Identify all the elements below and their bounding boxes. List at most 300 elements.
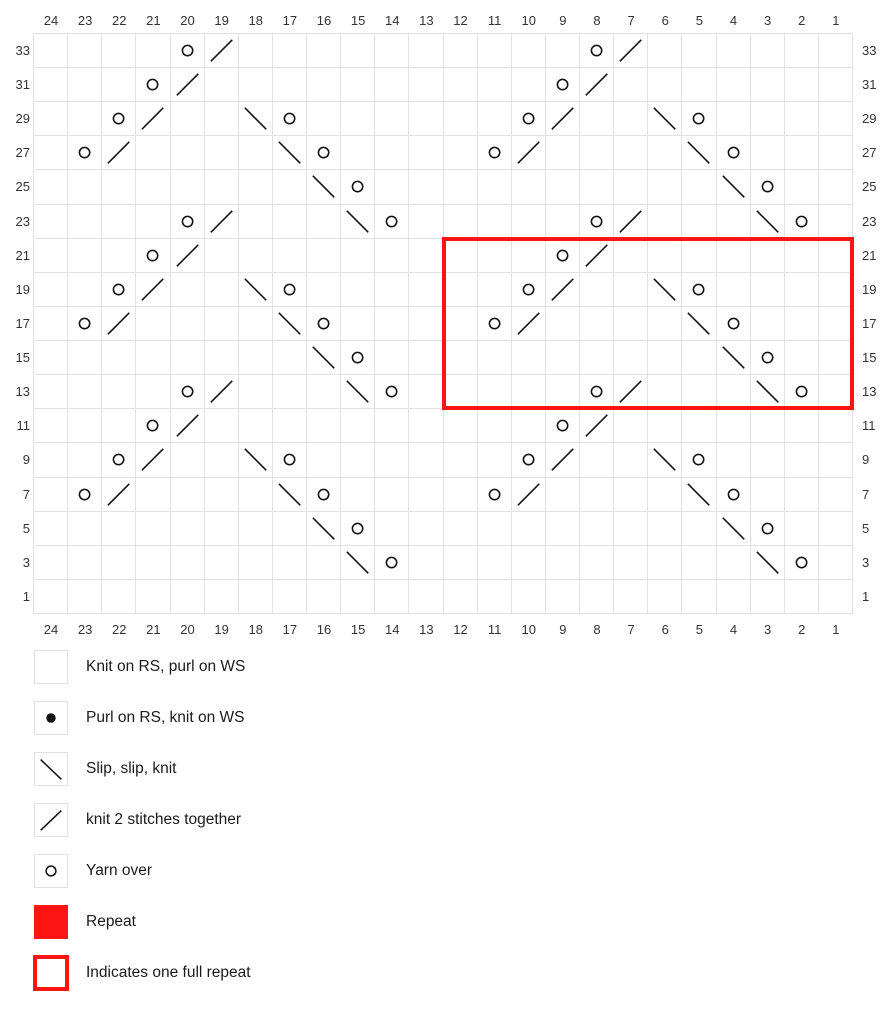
stitch-cell-k2tog — [136, 102, 170, 136]
forward-slash-icon — [546, 443, 579, 476]
stitch-cell-yo — [478, 136, 512, 170]
column-number-bottom: 16 — [316, 622, 332, 637]
stitch-cell-knit — [682, 375, 716, 409]
circle-icon — [341, 341, 374, 374]
circle-icon — [341, 170, 374, 203]
stitch-cell-knit — [444, 307, 478, 341]
stitch-cell-knit — [819, 68, 853, 102]
stitch-cell-knit — [171, 307, 205, 341]
stitch-cell-knit — [205, 546, 239, 580]
stitch-cell-ssk — [751, 375, 785, 409]
stitch-cell-knit — [785, 273, 819, 307]
stitch-cell-knit — [34, 409, 68, 443]
stitch-cell-knit — [512, 239, 546, 273]
stitch-cell-knit — [614, 307, 648, 341]
column-number-bottom: 15 — [350, 622, 366, 637]
stitch-cell-knit — [648, 68, 682, 102]
stitch-cell-knit — [136, 170, 170, 204]
stitch-cell-knit — [444, 34, 478, 68]
stitch-cell-knit — [34, 478, 68, 512]
stitch-cell-yo — [785, 375, 819, 409]
row-number-right: 19 — [862, 281, 877, 297]
stitch-cell-knit — [273, 375, 307, 409]
column-number-top: 16 — [316, 13, 332, 28]
stitch-cell-knit — [409, 478, 443, 512]
stitch-cell-knit — [444, 170, 478, 204]
stitch-cell-knit — [785, 68, 819, 102]
stitch-cell-knit — [171, 478, 205, 512]
stitch-cell-knit — [444, 205, 478, 239]
stitch-cell-knit — [546, 478, 580, 512]
legend-label: Yarn over — [86, 862, 153, 879]
stitch-cell-knit — [34, 273, 68, 307]
forward-slash-icon — [34, 803, 68, 837]
row-number-right: 3 — [862, 554, 870, 570]
stitch-cell-yo — [546, 68, 580, 102]
row-number-left: 17 — [15, 315, 30, 331]
stitch-cell-knit — [307, 580, 341, 614]
stitch-cell-ssk — [682, 136, 716, 170]
stitch-cell-yo — [341, 341, 375, 375]
stitch-cell-knit — [717, 580, 751, 614]
stitch-cell-knit — [819, 273, 853, 307]
stitch-cell-knit — [273, 580, 307, 614]
stitch-cell-knit — [307, 205, 341, 239]
stitch-cell-knit — [273, 34, 307, 68]
stitch-cell-knit — [409, 443, 443, 477]
stitch-cell-knit — [409, 512, 443, 546]
stitch-cell-knit — [171, 546, 205, 580]
stitch-cell-knit — [717, 102, 751, 136]
stitch-cell-knit — [444, 136, 478, 170]
backslash-icon — [682, 307, 715, 340]
stitch-cell-k2tog — [205, 34, 239, 68]
stitch-cell-yo — [546, 409, 580, 443]
circle-icon — [785, 375, 818, 408]
stitch-cell-knit — [205, 580, 239, 614]
stitch-cell-yo — [136, 409, 170, 443]
circle-icon — [171, 34, 204, 67]
stitch-cell-knit — [205, 273, 239, 307]
stitch-cell-knit — [68, 34, 102, 68]
stitch-cell-knit — [341, 34, 375, 68]
column-number-bottom: 9 — [559, 622, 567, 637]
stitch-cell-knit — [546, 205, 580, 239]
row-number-right: 13 — [862, 384, 877, 400]
stitch-cell-knit — [478, 273, 512, 307]
stitch-cell-yo — [171, 375, 205, 409]
stitch-cell-knit — [648, 239, 682, 273]
stitch-cell-knit — [444, 512, 478, 546]
legend-item-full-repeat — [34, 956, 534, 990]
circle-icon — [512, 443, 545, 476]
circle-icon — [341, 512, 374, 545]
stitch-cell-knit — [409, 136, 443, 170]
stitch-cell-k2tog — [102, 307, 136, 341]
row-number-left: 27 — [15, 145, 30, 161]
backslash-icon — [648, 102, 681, 135]
stitch-cell-knit — [546, 136, 580, 170]
stitch-cell-knit — [239, 375, 273, 409]
circle-icon — [478, 478, 511, 511]
stitch-cell-knit — [546, 34, 580, 68]
stitch-cell-knit — [819, 170, 853, 204]
stitch-cell-yo — [580, 34, 614, 68]
stitch-cell-k2tog — [171, 239, 205, 273]
stitch-cell-knit — [239, 307, 273, 341]
circle-icon — [478, 136, 511, 169]
stitch-cell-knit — [239, 170, 273, 204]
column-number-bottom: 24 — [43, 622, 59, 637]
stitch-cell-knit — [648, 409, 682, 443]
circle-icon — [307, 478, 340, 511]
stitch-cell-knit — [239, 341, 273, 375]
stitch-cell-knit — [375, 136, 409, 170]
stitch-cell-knit — [819, 341, 853, 375]
stitch-cell-knit — [512, 205, 546, 239]
stitch-cell-yo — [273, 102, 307, 136]
stitch-cell-knit — [614, 273, 648, 307]
stitch-cell-knit — [717, 68, 751, 102]
stitch-cell-k2tog — [546, 102, 580, 136]
stitch-cell-knit — [34, 443, 68, 477]
stitch-cell-knit — [205, 170, 239, 204]
backslash-icon — [307, 170, 340, 203]
stitch-cell-knit — [34, 136, 68, 170]
backslash-icon — [341, 205, 374, 238]
legend-label: Indicates one full repeat — [86, 964, 251, 981]
stitch-cell-knit — [205, 443, 239, 477]
backslash-icon — [239, 443, 272, 476]
stitch-cell-knit — [34, 341, 68, 375]
stitch-cell-knit — [580, 341, 614, 375]
stitch-cell-yo — [375, 375, 409, 409]
stitch-cell-knit — [546, 341, 580, 375]
stitch-cell-knit — [375, 580, 409, 614]
stitch-cell-knit — [512, 170, 546, 204]
stitch-cell-knit — [171, 136, 205, 170]
stitch-cell-knit — [682, 68, 716, 102]
circle-icon — [375, 205, 408, 238]
column-number-bottom: 12 — [453, 622, 468, 637]
legend-item-knit — [34, 650, 534, 684]
forward-slash-icon — [614, 205, 647, 238]
stitch-cell-k2tog — [171, 409, 205, 443]
row-number-left: 29 — [15, 111, 30, 127]
red-filled-square-icon — [34, 905, 68, 939]
stitch-cell-knit — [648, 512, 682, 546]
stitch-cell-yo — [717, 307, 751, 341]
legend-item-k2tog — [34, 803, 534, 837]
backslash-icon — [341, 375, 374, 408]
circle-icon — [68, 478, 101, 511]
circle-icon — [751, 512, 784, 545]
column-number-top: 13 — [419, 13, 434, 28]
stitch-cell-knit — [751, 239, 785, 273]
stitch-cell-knit — [341, 239, 375, 273]
row-number-right: 29 — [862, 111, 877, 127]
stitch-cell-knit — [409, 273, 443, 307]
backslash-icon — [273, 136, 306, 169]
stitch-cell-knit — [239, 205, 273, 239]
forward-slash-icon — [171, 409, 204, 442]
stitch-cell-knit — [205, 307, 239, 341]
stitch-cell-knit — [307, 409, 341, 443]
stitch-cell-knit — [136, 341, 170, 375]
column-number-bottom: 2 — [798, 622, 806, 637]
row-number-right: 25 — [862, 179, 877, 195]
backslash-icon — [648, 273, 681, 306]
stitch-cell-ssk — [273, 478, 307, 512]
stitch-cell-knit — [819, 580, 853, 614]
stitch-cell-knit — [273, 205, 307, 239]
stitch-cell-ssk — [682, 307, 716, 341]
stitch-cell-knit — [409, 170, 443, 204]
stitch-cell-knit — [34, 546, 68, 580]
circle-icon — [136, 239, 169, 272]
stitch-cell-knit — [273, 341, 307, 375]
circle-icon — [478, 307, 511, 340]
stitch-cell-knit — [819, 239, 853, 273]
circle-icon — [171, 205, 204, 238]
circle-icon — [717, 307, 750, 340]
column-number-top: 5 — [695, 13, 703, 28]
stitch-cell-yo — [751, 512, 785, 546]
stitch-cell-knit — [478, 239, 512, 273]
row-number-left: 9 — [22, 452, 30, 468]
stitch-cell-knit — [239, 239, 273, 273]
stitch-cell-knit — [819, 443, 853, 477]
column-number-top: 14 — [385, 13, 400, 28]
stitch-cell-knit — [648, 580, 682, 614]
stitch-cell-knit — [682, 239, 716, 273]
row-number-right: 33 — [862, 43, 877, 58]
stitch-cell-knit — [614, 239, 648, 273]
column-number-top: 7 — [627, 13, 635, 28]
backslash-icon — [751, 205, 784, 238]
stitch-cell-knit — [478, 68, 512, 102]
row-number-left: 33 — [15, 43, 30, 58]
circle-icon — [717, 478, 750, 511]
stitch-cell-yo — [171, 34, 205, 68]
row-number-left: 5 — [22, 520, 30, 536]
stitch-cell-knit — [444, 478, 478, 512]
circle-icon — [682, 273, 715, 306]
backslash-icon — [682, 136, 715, 169]
stitch-cell-knit — [444, 273, 478, 307]
stitch-cell-yo — [580, 205, 614, 239]
stitch-cell-knit — [273, 512, 307, 546]
circle-icon — [273, 102, 306, 135]
row-number-left: 21 — [15, 247, 30, 263]
stitch-cell-knit — [273, 68, 307, 102]
stitch-cell-k2tog — [512, 307, 546, 341]
stitch-cell-knit — [136, 205, 170, 239]
stitch-cell-knit — [34, 205, 68, 239]
stitch-cell-knit — [102, 68, 136, 102]
forward-slash-icon — [171, 239, 204, 272]
circle-icon — [136, 68, 169, 101]
stitch-cell-knit — [102, 512, 136, 546]
stitch-cell-knit — [409, 68, 443, 102]
stitch-cell-yo — [717, 136, 751, 170]
forward-slash-icon — [580, 68, 613, 101]
stitch-cell-knit — [717, 205, 751, 239]
stitch-cell-knit — [171, 443, 205, 477]
stitch-cell-yo — [375, 205, 409, 239]
stitch-cell-knit — [785, 34, 819, 68]
backslash-icon — [239, 273, 272, 306]
stitch-cell-knit — [444, 546, 478, 580]
forward-slash-icon — [614, 34, 647, 67]
stitch-cell-knit — [375, 409, 409, 443]
stitch-cell-knit — [136, 478, 170, 512]
stitch-cell-knit — [580, 546, 614, 580]
stitch-cell-k2tog — [102, 136, 136, 170]
stitch-cell-knit — [614, 478, 648, 512]
backslash-icon — [717, 341, 750, 374]
stitch-cell-knit — [478, 580, 512, 614]
stitch-cell-knit — [478, 512, 512, 546]
circle-icon — [546, 409, 579, 442]
stitch-cell-knit — [751, 307, 785, 341]
stitch-cell-yo — [375, 546, 409, 580]
stitch-cell-knit — [444, 68, 478, 102]
stitch-cell-knit — [512, 341, 546, 375]
stitch-cell-ssk — [682, 478, 716, 512]
circle-icon — [580, 375, 613, 408]
stitch-cell-knit — [614, 68, 648, 102]
stitch-cell-ssk — [341, 205, 375, 239]
stitch-cell-knit — [580, 136, 614, 170]
column-number-top: 15 — [350, 13, 366, 28]
legend-item-yarn-over — [34, 854, 534, 888]
stitch-cell-knit — [102, 341, 136, 375]
stitch-cell-knit — [682, 341, 716, 375]
stitch-cell-knit — [409, 102, 443, 136]
column-number-bottom: 20 — [180, 622, 195, 637]
backslash-icon — [648, 443, 681, 476]
stitch-cell-ssk — [751, 546, 785, 580]
stitch-cell-yo — [512, 443, 546, 477]
stitch-cell-knit — [717, 546, 751, 580]
stitch-cell-knit — [102, 239, 136, 273]
stitch-cell-knit — [785, 580, 819, 614]
stitch-cell-knit — [136, 546, 170, 580]
stitch-cell-knit — [239, 409, 273, 443]
stitch-cell-knit — [819, 102, 853, 136]
row-number-right: 15 — [862, 350, 877, 366]
stitch-cell-knit — [102, 205, 136, 239]
stitch-cell-knit — [648, 375, 682, 409]
stitch-cell-knit — [512, 34, 546, 68]
forward-slash-icon — [205, 34, 238, 67]
stitch-cell-knit — [717, 239, 751, 273]
stitch-cell-knit — [682, 205, 716, 239]
stitch-cell-knit — [102, 170, 136, 204]
column-number-top: 10 — [521, 13, 536, 28]
column-number-top: 3 — [764, 13, 772, 28]
circle-icon — [546, 68, 579, 101]
stitch-cell-yo — [478, 307, 512, 341]
stitch-cell-knit — [375, 307, 409, 341]
stitch-cell-knit — [341, 273, 375, 307]
stitch-cell-knit — [409, 341, 443, 375]
row-number-right: 27 — [862, 145, 877, 161]
column-number-top: 9 — [559, 13, 567, 28]
stitch-cell-knit — [171, 512, 205, 546]
circle-icon — [307, 307, 340, 340]
stitch-cell-knit — [580, 102, 614, 136]
stitch-cell-knit — [785, 102, 819, 136]
red-outlined-square-icon — [33, 955, 69, 991]
stitch-cell-knit — [751, 478, 785, 512]
stitch-cell-knit — [819, 205, 853, 239]
stitch-cell-knit — [102, 34, 136, 68]
stitch-cell-knit — [785, 170, 819, 204]
stitch-cell-knit — [819, 512, 853, 546]
column-number-top: 21 — [146, 13, 161, 28]
stitch-cell-knit — [239, 34, 273, 68]
stitch-cell-knit — [478, 375, 512, 409]
stitch-cell-knit — [614, 580, 648, 614]
circle-icon — [102, 273, 135, 306]
stitch-cell-knit — [307, 273, 341, 307]
stitch-cell-knit — [409, 34, 443, 68]
legend-item-ssk — [34, 752, 534, 786]
column-number-bottom: 22 — [112, 622, 127, 637]
stitch-cell-k2tog — [136, 443, 170, 477]
circle-icon — [751, 170, 784, 203]
stitch-cell-knit — [478, 409, 512, 443]
stitch-cell-knit — [580, 443, 614, 477]
stitch-cell-knit — [478, 341, 512, 375]
circle-icon — [171, 375, 204, 408]
stitch-cell-knit — [478, 205, 512, 239]
forward-slash-icon — [171, 68, 204, 101]
stitch-cell-knit — [819, 307, 853, 341]
stitch-cell-ssk — [648, 102, 682, 136]
forward-slash-icon — [102, 136, 135, 169]
stitch-cell-knit — [409, 205, 443, 239]
stitch-cell-knit — [409, 375, 443, 409]
row-number-right: 1 — [862, 588, 870, 604]
forward-slash-icon — [546, 273, 579, 306]
stitch-cell-knit — [102, 375, 136, 409]
stitch-cell-knit — [512, 546, 546, 580]
stitch-cell-knit — [205, 136, 239, 170]
stitch-cell-yo — [68, 478, 102, 512]
row-number-right: 23 — [862, 213, 877, 229]
circle-icon — [512, 273, 545, 306]
stitch-cell-ssk — [648, 443, 682, 477]
column-number-top: 19 — [214, 13, 229, 28]
stitch-cell-knit — [171, 170, 205, 204]
stitch-cell-yo — [580, 375, 614, 409]
stitch-cell-knit — [34, 307, 68, 341]
stitch-cell-knit — [205, 239, 239, 273]
stitch-cell-knit — [751, 409, 785, 443]
stitch-cell-knit — [341, 409, 375, 443]
stitch-cell-knit — [478, 34, 512, 68]
stitch-cell-yo — [171, 205, 205, 239]
row-number-right: 9 — [862, 452, 870, 468]
stitch-cell-knit — [136, 375, 170, 409]
stitch-cell-knit — [819, 34, 853, 68]
stitch-cell-knit — [68, 546, 102, 580]
stitch-cell-ssk — [239, 443, 273, 477]
stitch-cell-knit — [34, 375, 68, 409]
